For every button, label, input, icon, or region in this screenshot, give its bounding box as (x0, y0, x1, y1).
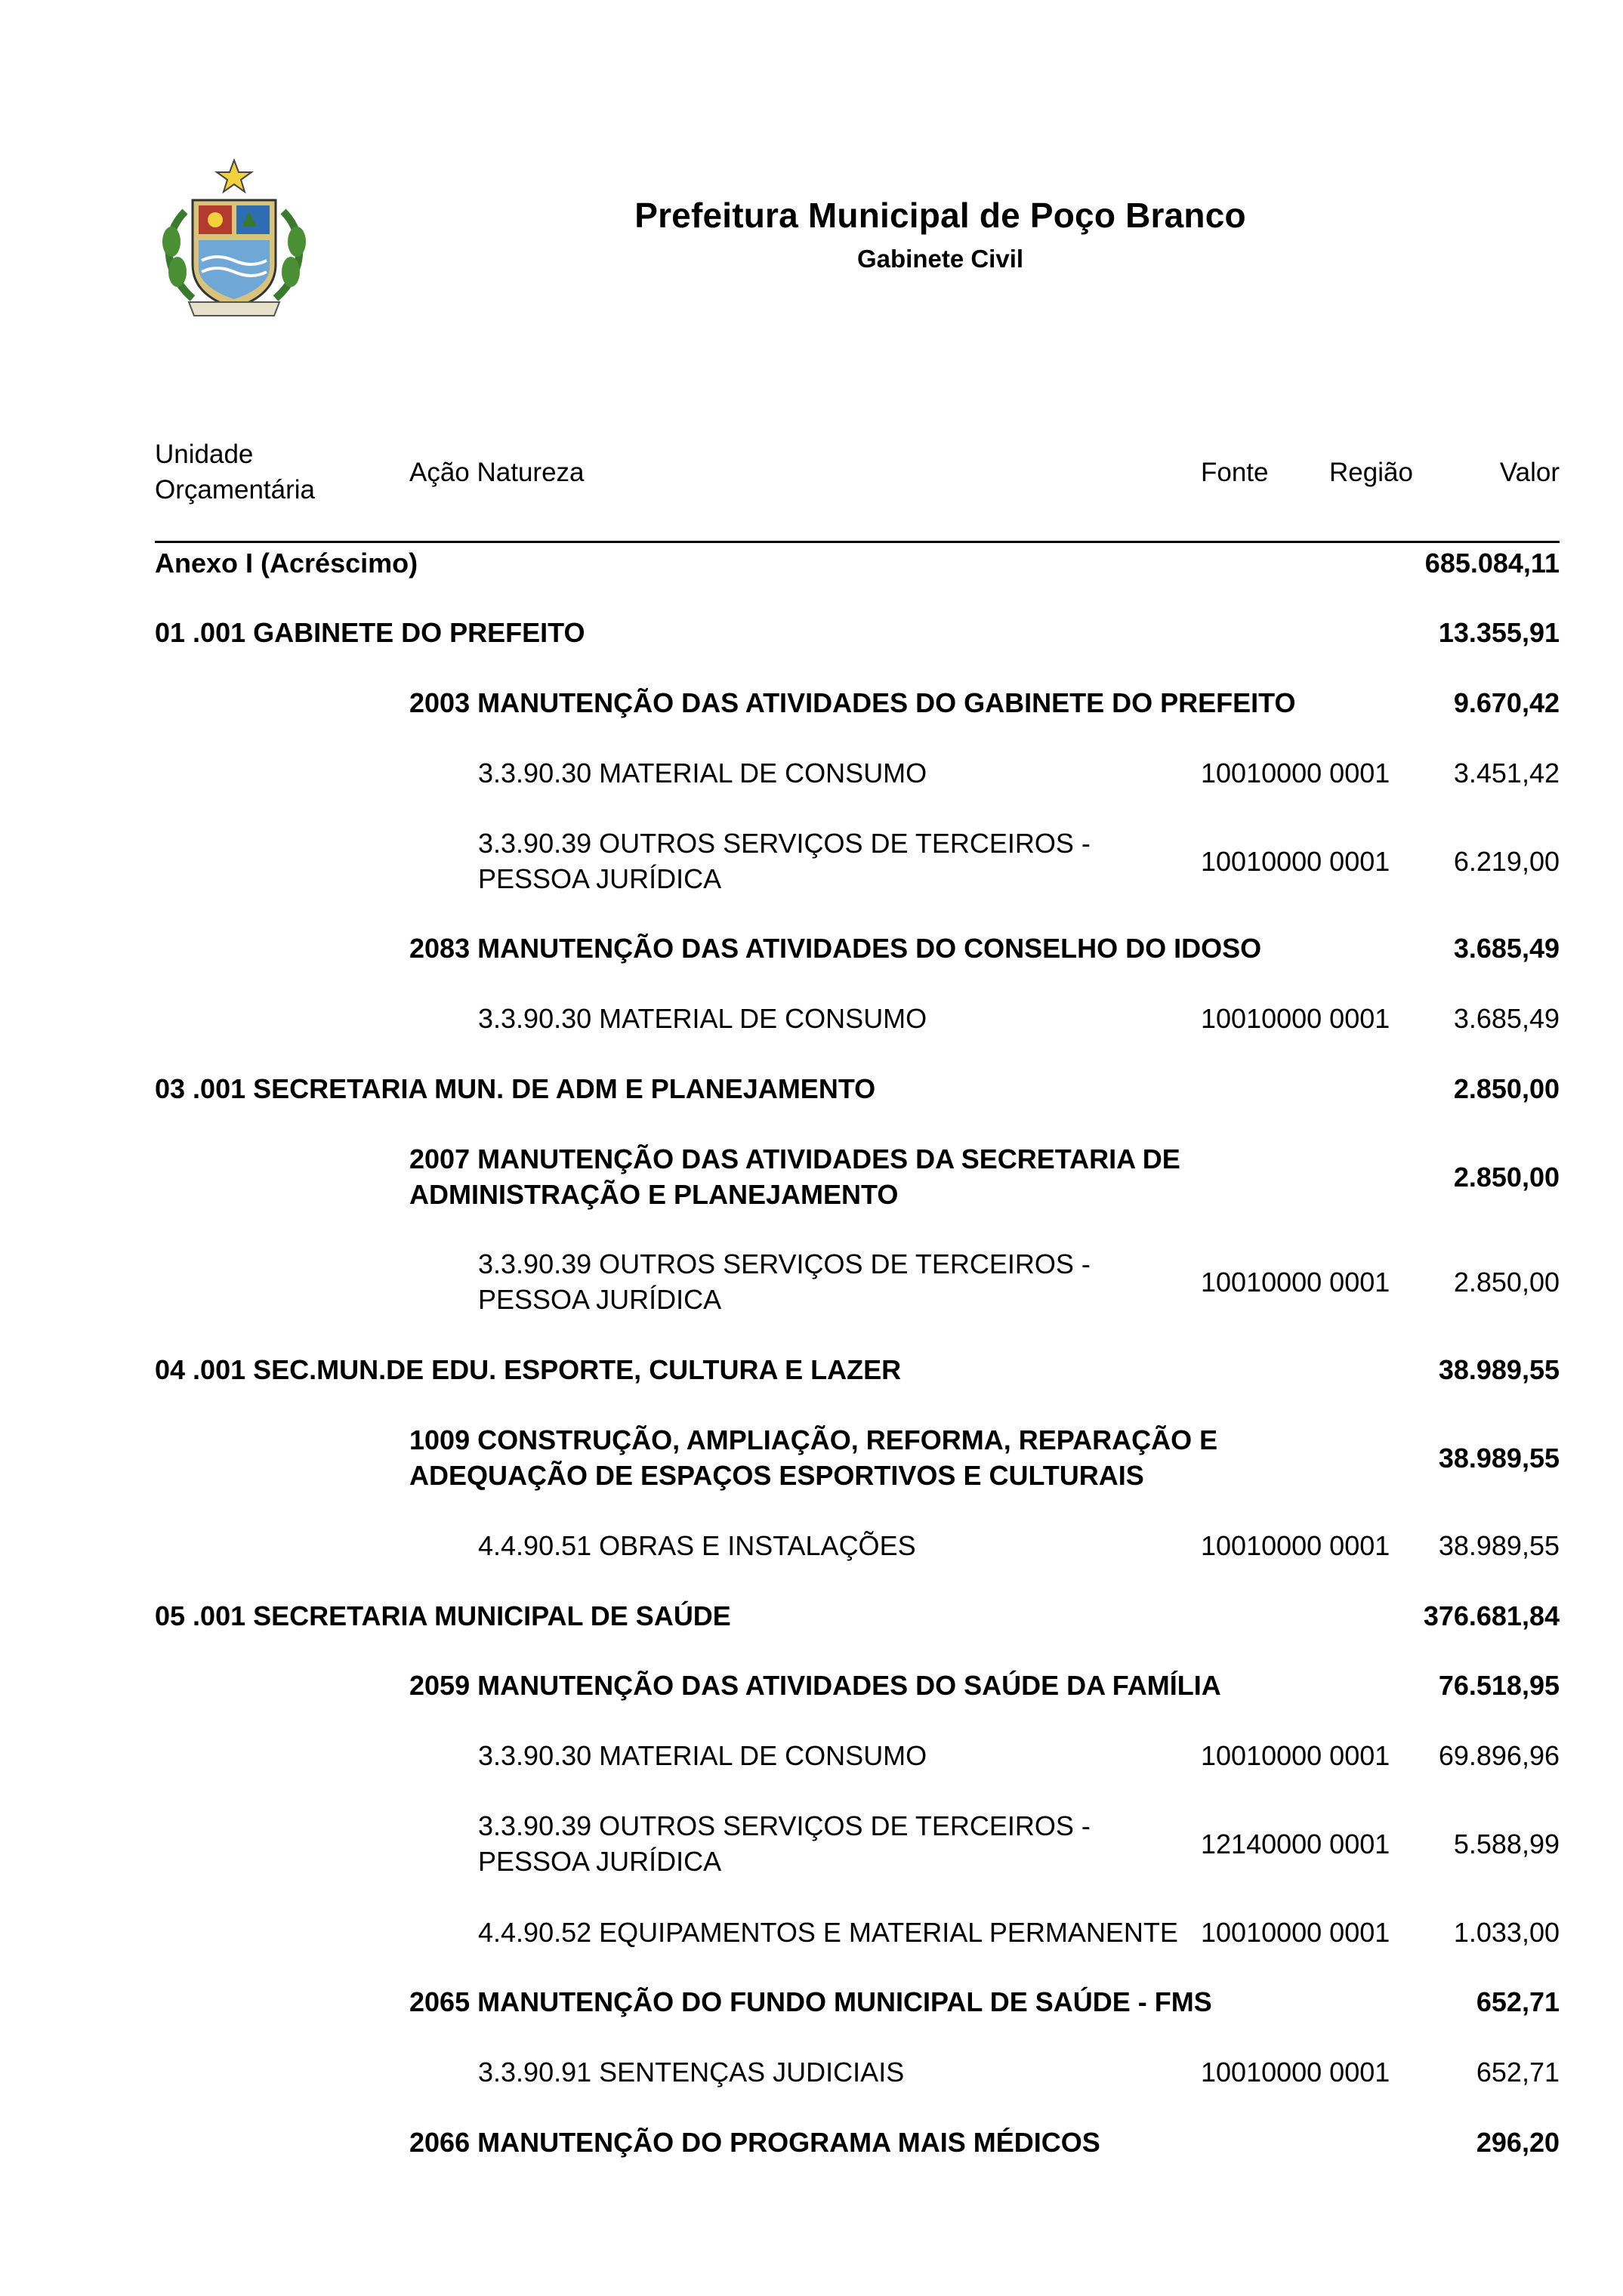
table-row-action-label-line2: ADMINISTRAÇÃO E PLANEJAMENTO (409, 1179, 899, 1210)
table-row-nature-label (478, 1246, 1091, 1317)
table-row-fonte-regiao: 10010000 0001 (1201, 846, 1390, 877)
table-row-nature-value: 3.451,42 (1453, 758, 1560, 788)
table-row-nature-value: 69.896,96 (1438, 1740, 1560, 1771)
table-row-unit-value: 13.355,91 (1438, 617, 1560, 648)
table-row-nature-label-line1: 3.3.90.39 OUTROS SERVIÇOS DE TERCEIROS - (478, 1810, 1091, 1841)
table-row-action-label: 2059 MANUTENÇÃO DAS ATIVIDADES DO SAÚDE DA FAMÍLIA (409, 1670, 1221, 1701)
table-row-unit-value: 376.681,84 (1423, 1600, 1560, 1631)
table-row-action-label-line1: 1009 CONSTRUÇÃO, AMPLIAÇÃO, REFORMA, REPARAÇÃO E (409, 1424, 1218, 1455)
table-row-fonte-regiao: 10010000 0001 (1201, 758, 1390, 788)
column-header-unidade-line2: Orçamentária (155, 475, 316, 505)
table-row-nature-label-line1: 3.3.90.39 OUTROS SERVIÇOS DE TERCEIROS - (478, 1248, 1091, 1279)
table-row-nature-label: 4.4.90.51 OBRAS E INSTALAÇÕES (478, 1530, 916, 1561)
table-row-nature-value: 3.685,49 (1453, 1003, 1560, 1034)
table-row-nature-value: 5.588,99 (1453, 1828, 1560, 1859)
table-row-nature-label: 3.3.90.91 SENTENÇAS JUDICIAIS (478, 2057, 905, 2088)
table-row-action-label (409, 1422, 1217, 1493)
table-row-action-value: 38.989,55 (1438, 1443, 1560, 1474)
table-row-nature-value: 38.989,55 (1438, 1530, 1560, 1561)
table-row-fonte-regiao: 12140000 0001 (1201, 1828, 1390, 1859)
table-row-fonte-regiao: 10010000 0001 (1201, 1003, 1390, 1034)
table-row-nature-label-line2: PESSOA JURÍDICA (478, 1846, 722, 1877)
table-row-nature-value: 1.033,00 (1453, 1917, 1560, 1948)
column-header-regiao: Região (1329, 458, 1413, 487)
table-row-action-label (409, 1141, 1180, 1212)
table-row-unit-value: 38.989,55 (1438, 1354, 1560, 1385)
table-row-fonte-regiao: 10010000 0001 (1201, 1917, 1390, 1948)
table-row-nature-label: 3.3.90.30 MATERIAL DE CONSUMO (478, 758, 927, 788)
table-row-nature-label-line2: PESSOA JURÍDICA (478, 863, 722, 894)
table-row-action-value: 2.850,00 (1453, 1162, 1560, 1193)
table-row-nature-label: 4.4.90.52 EQUIPAMENTOS E MATERIAL PERMANENTE (478, 1917, 1178, 1948)
table-row-action-value: 652,71 (1476, 1986, 1560, 2017)
column-header-valor: Valor (1499, 458, 1560, 487)
table-row-nature-value: 2.850,00 (1453, 1267, 1560, 1298)
table-row-fonte-regiao: 10010000 0001 (1201, 1740, 1390, 1771)
table-row-fonte-regiao: 10010000 0001 (1201, 1267, 1390, 1298)
table-row-total-value: 685.084,11 (1424, 548, 1560, 579)
table-row-nature-label-line2: PESSOA JURÍDICA (478, 1284, 722, 1315)
table-row-nature-label: 3.3.90.30 MATERIAL DE CONSUMO (478, 1003, 927, 1034)
table-row-unit-label: 05 .001 SECRETARIA MUNICIPAL DE SAÚDE (155, 1600, 731, 1631)
table-row-nature-label: 3.3.90.30 MATERIAL DE CONSUMO (478, 1740, 927, 1771)
document-header (0, 195, 1623, 273)
page-title: Prefeitura Municipal de Poço Branco (634, 196, 1246, 235)
table-row-action-label: 2083 MANUTENÇÃO DAS ATIVIDADES DO CONSELHO DO IDOSO (409, 933, 1262, 964)
table-row-fonte-regiao: 10010000 0001 (1201, 1530, 1390, 1561)
column-header-fonte: Fonte (1201, 458, 1269, 487)
table-row-action-value: 9.670,42 (1453, 687, 1560, 718)
page-subtitle: Gabinete Civil (856, 245, 1024, 273)
table-row-action-label: 2003 MANUTENÇÃO DAS ATIVIDADES DO GABINETE DO PREFEITO (409, 687, 1296, 718)
table-row-fonte-regiao: 10010000 0001 (1201, 2057, 1390, 2088)
table-row-action-label-line1: 2007 MANUTENÇÃO DAS ATIVIDADES DA SECRETARIA DE (409, 1143, 1180, 1174)
table-row-action-label-line2: ADEQUAÇÃO DE ESPAÇOS ESPORTIVOS E CULTURAIS (409, 1460, 1144, 1491)
table-row-nature-label (478, 1808, 1091, 1879)
column-header-unidade (155, 437, 315, 508)
table-row-nature-label (478, 826, 1091, 896)
table-row-unit-label: 04 .001 SEC.MUN.DE EDU. ESPORTE, CULTURA E LAZER (155, 1354, 902, 1385)
table-row-action-value: 76.518,95 (1438, 1670, 1560, 1701)
table-row-action-value: 3.685,49 (1453, 933, 1560, 964)
table-row-action-value: 296,20 (1476, 2127, 1560, 2158)
table-row-nature-value: 652,71 (1476, 2057, 1560, 2088)
table-row-unit-label: 03 .001 SECRETARIA MUN. DE ADM E PLANEJAMENTO (155, 1073, 876, 1104)
header-divider (155, 541, 1560, 543)
column-header-unidade-line1: Unidade (155, 440, 254, 469)
column-header-acao-natureza: Ação Natureza (409, 458, 585, 487)
table-row-nature-value: 6.219,00 (1453, 846, 1560, 877)
table-row-action-label: 2066 MANUTENÇÃO DO PROGRAMA MAIS MÉDICOS (409, 2127, 1100, 2158)
table-row-total-label: Anexo I (Acréscimo) (155, 548, 418, 579)
table-row-action-label: 2065 MANUTENÇÃO DO FUNDO MUNICIPAL DE SAÚDE - FMS (409, 1986, 1212, 2017)
table-row-unit-label: 01 .001 GABINETE DO PREFEITO (155, 617, 585, 648)
table-row-nature-label-line1: 3.3.90.39 OUTROS SERVIÇOS DE TERCEIROS - (478, 828, 1091, 859)
table-row-unit-value: 2.850,00 (1453, 1073, 1560, 1104)
